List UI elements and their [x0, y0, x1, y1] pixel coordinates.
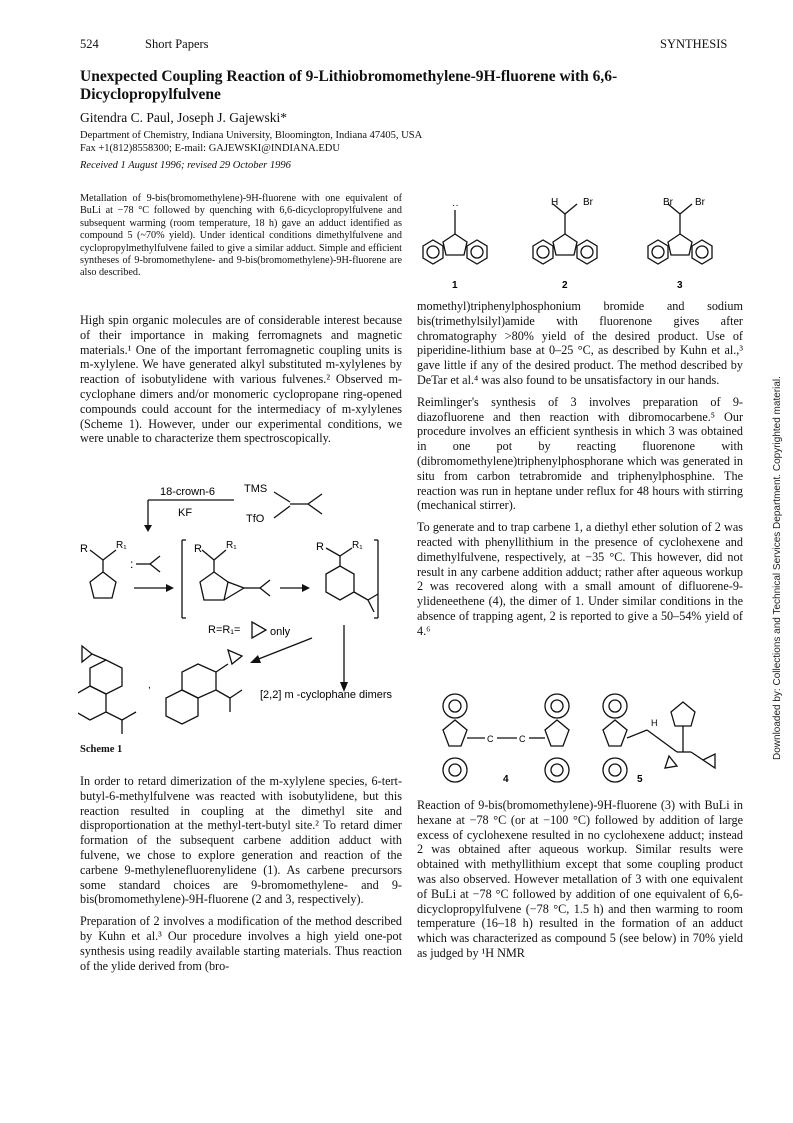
compound-5-label: 5 [637, 774, 643, 785]
abstract: Metallation of 9-bis(bromomethylene)-9H-fluorene with one equivalent of BuLi at −78 °C followed by quenching with 6,6-dicyclopropylfulvene and subsequent warming (room temperature, 18 h) gave an adduct identified as compound 5 (~70% yield). Under identical conditions dimethylfulvene and cyclopropylmethylfulvene failed to give a similar adduct. Simple and efficient syntheses of 9-bromomethylene- and 9-bis(bromomethylene)-9H-fluorene are also described. [80, 193, 402, 279]
scheme-tfo: TfO [246, 513, 265, 525]
download-notice-text: Downloaded by: Collections and Technical Services Department. Copyrighted material. [772, 376, 783, 760]
fulvene-structure [80, 540, 127, 598]
compound-4-label: 4 [503, 774, 509, 785]
compound-5-structure [603, 694, 715, 782]
compound-1-label: 1 [452, 280, 458, 291]
paragraph: To generate and to trap carbene 1, a diethyl ether solution of 2 was reacted with phenyllithium in the presence of cyclohexene and dimethylfulvene, respectively, at −35 °C. This however, did not result in any carbene addition adduct; rather after aqueous workup 2 was recovered along with a small amount of difluorene-9-ylideneethene (4), the dimer of 1. Under similar conditions in the absence of trapping agent, 2 is reported to give a 50–54% yield of 4.⁶ [417, 520, 743, 638]
right-column-bottom [417, 798, 743, 968]
compounds-1-2-3-figure [415, 190, 745, 295]
compound-4-c-right: C [519, 734, 526, 744]
download-notice [772, 340, 792, 760]
compounds-4-5-figure [425, 690, 745, 790]
scheme-r1-1: R₁ [116, 540, 127, 551]
contact: Fax +1(812)8558300; E-mail: GAJEWSKI@INDIANA.EDU [80, 142, 340, 154]
scheme-r-2: R [194, 543, 202, 555]
scheme-products: [2,2] m -cyclophane dimers [260, 689, 393, 701]
scheme-r1-3: R₁ [352, 540, 363, 551]
product-b-structure [166, 650, 242, 724]
scheme-r-1: R [80, 543, 88, 555]
paragraph: momethyl)triphenylphosphonium bromide and sodium bis(trimethylsilyl)amide with fluorenone gives after chromatography >80% yield of the desired product. Use of piperidine-lithium base at 0–25 °C, as described by Kuhn et al.,³ gave little if any of the desired product. The method described by DeTar et al.⁴ was also found to be unsatisfactory in our hands. [417, 299, 743, 387]
compound-3-label: 3 [677, 280, 683, 291]
affiliation: Department of Chemistry, Indiana University, Bloomington, Indiana 47405, USA [80, 130, 423, 141]
carbene-dots: : [130, 557, 134, 571]
scheme-reagent-crown: 18-crown-6 [160, 486, 216, 498]
scheme-reagent-kf: KF [178, 507, 193, 519]
scheme-tms: TMS [244, 483, 268, 495]
compound-2-structure [533, 204, 597, 264]
journal-name: SYNTHESIS [660, 37, 728, 51]
affiliation-block [80, 130, 640, 155]
paragraph: In order to retard dimerization of the m-xylylene species, 6-tert-butyl-6-methylfulvene was reacted with isobutylidene, but this reaction resulted in coupling at the dimethyl site and disproportionation at the methyl-tert-butyl site.² To retard dimer formation of the subsequent carbene addition adduct with fulvene, we chose to explore generation and reaction of the carbene 9-methylenefluorenylidene (1). As carbene precursors some standard choices are 9-bromomethylene- and 9-bis(bromomethylene)-9H-fluorene (2 and 3, respectively). [80, 774, 402, 907]
scheme-caption: Scheme 1 [80, 744, 123, 755]
scheme-only: only [270, 626, 291, 638]
article-title: Unexpected Coupling Reaction of 9-Lithiobromomethylene-9H-fluorene with 6,6-Dicyclopropylfulvene [80, 68, 618, 103]
product-a-structure [78, 646, 136, 734]
compound-5-h-label: H [651, 718, 658, 728]
scheme-condition: R=R₁= [208, 624, 241, 636]
compound-2-h-label: H [551, 197, 559, 208]
paragraph: Preparation of 2 involves a modification of the method described by Kuhn et al.³ Our procedure involves a high yield one-pot synthesis using readily available starting materials. Thus reaction of the ylide derived from (bro- [80, 914, 402, 973]
scheme-r-3: R [316, 541, 324, 553]
compound-3-structure [648, 204, 712, 264]
compound-4-structure [443, 694, 569, 782]
svg-text:··: ·· [452, 200, 459, 211]
scheme-1-figure [78, 470, 408, 742]
received-dates: Received 1 August 1996; revised 29 October 1996 [80, 160, 291, 171]
m-xylylene-structure [316, 540, 378, 612]
spiro-intermediate [194, 540, 270, 600]
paragraph: Reaction of 9-bis(bromomethylene)-9H-fluorene (3) with BuLi in hexane at −78 °C (or at −100 °C) followed by addition of large excess of cyclohexene resulted in no cyclohexene adduct; instead 2 was obtained after aqueous workup. Similar results were obtained with methyllithium except that some coupling product was also observed. However metallation of 3 with one equivalent of BuLi at −78 °C followed by addition of one equivalent of 6,6-dicyclopropylfulvene (−78 °C, 1.5 h) and then warming to room temperature (16–18 h) resulted in the formation of an adduct which was characterized as compound 5 (see below) in 70% yield as judged by ¹H NMR [417, 798, 743, 960]
compound-2-label: 2 [562, 280, 568, 291]
scheme-r1-2: R₁ [226, 540, 237, 551]
scheme-comma: , [148, 680, 151, 691]
section-name: Short Papers [145, 37, 209, 51]
compound-3-br-right: Br [695, 197, 705, 208]
compound-4-c-left: C [487, 734, 494, 744]
paragraph: High spin organic molecules are of considerable interest because of their importance in making ferromagnets and magnetic materials.¹ One of the important ferromagnetic coupling units is m-xylylene. We have generated alkyl substituted m-xylylenes by reaction of isobutylidene with various fulvenes.² Observed m-cyclophane dimers and/or monomeric cyclopropane ring-opened compounds could account for the intermediacy of m-xylylenes (Scheme 1). However, under our experimental conditions, we were unable to characterize them spectroscopically. [80, 313, 402, 446]
authors: Gitendra C. Paul, Joseph J. Gajewski* [80, 110, 287, 125]
compound-2-br-label: Br [583, 197, 593, 208]
right-column-top [417, 299, 743, 646]
paragraph: Reimlinger's synthesis of 3 involves preparation of 9-diazofluorene and then reaction with dibromocarbene.⁵ Our procedure involves an efficient synthesis in which 3 was obtained in one pot by reacting fluorenone with (dibromomethylene)triphenylphosphorane which was generated in situ from carbon tetrabromide and triphenylphosphine. The reaction was run in heptane under reflux for 48 hours with stirring (mechanical stirrer). [417, 394, 743, 513]
page-number: 524 [80, 37, 99, 51]
left-column-intro [80, 313, 402, 453]
left-column-main [80, 774, 402, 980]
compound-3-br-left: Br [663, 197, 673, 208]
compound-1-structure [423, 200, 487, 264]
